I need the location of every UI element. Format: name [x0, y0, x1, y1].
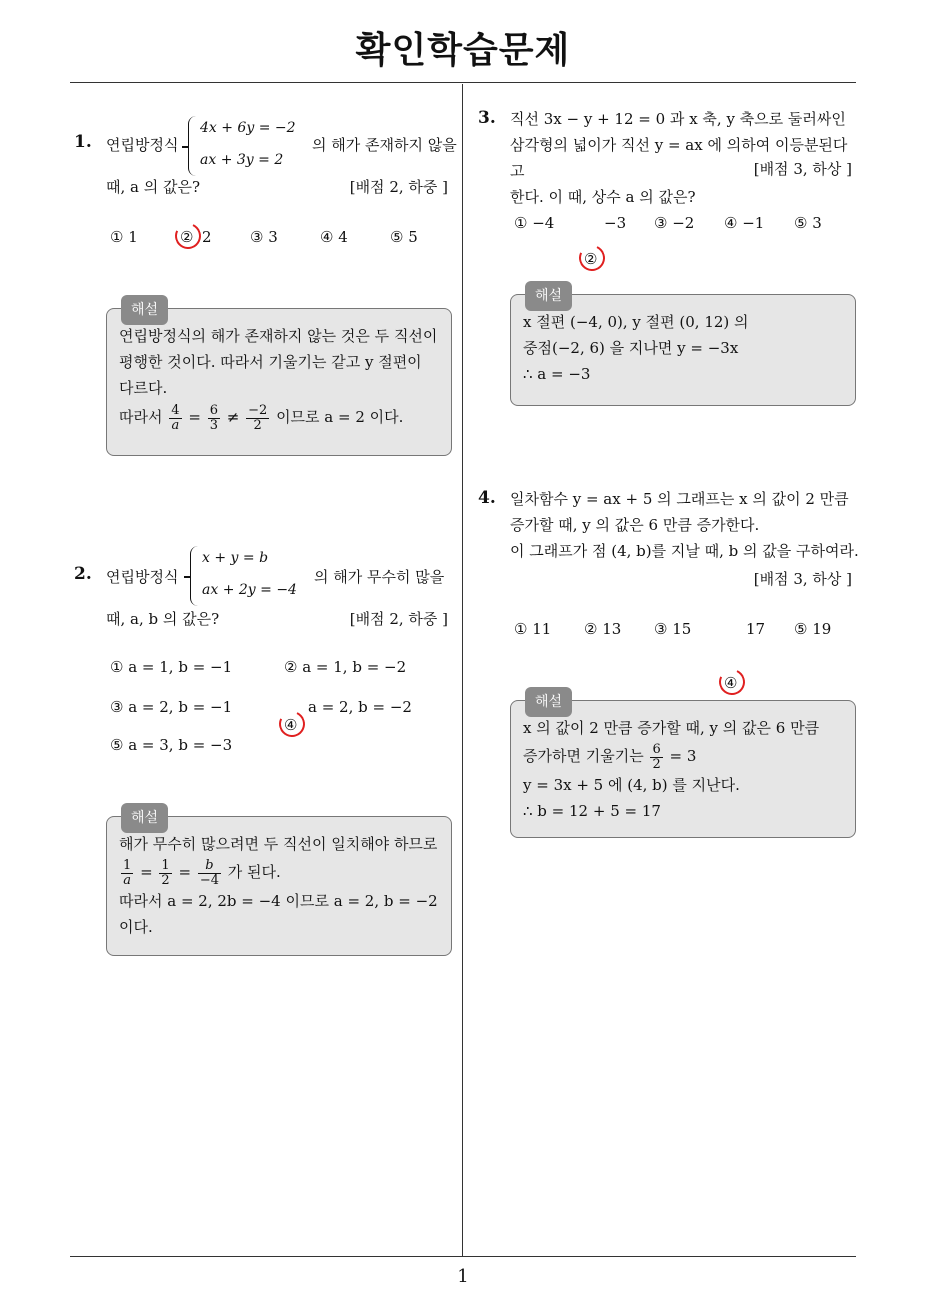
q2-choice-4-value: a = 2, b = −2: [308, 698, 412, 716]
q2-choice-2[interactable]: ② a = 1, b = −2: [284, 658, 407, 676]
q2-eq2: ax + 2y = −4: [202, 582, 297, 598]
q3-line2: 삼각형의 넓이가 직선 y = ax 에 의하여 이등분된다고: [510, 136, 848, 180]
q1-eq1: 4x + 6y = −2: [200, 120, 296, 136]
q4-choice-5[interactable]: ⑤ 19: [794, 620, 832, 638]
q1-number: 1.: [74, 132, 92, 152]
q4-explanation-box: [510, 694, 856, 838]
q4-exp-line4: ∴ b = 12 + 5 = 17: [523, 801, 661, 820]
q2-exp-frac2-num: 1: [161, 857, 170, 873]
q4-exp-frac-den: 2: [652, 756, 661, 772]
q2-choice-4-circled[interactable]: ④: [284, 716, 926, 734]
q2-exp-line4: 이다.: [119, 917, 153, 936]
q1-exp-frac3-den: 2: [253, 417, 262, 433]
q4-exp-frac: [650, 743, 662, 772]
q1-exp-frac2-den: 3: [209, 417, 218, 433]
q3-choice-5[interactable]: ⑤ 3: [794, 214, 822, 232]
q2-explanation-box: [106, 810, 452, 956]
q1-brace: [188, 116, 197, 176]
q2-exp-line2: [119, 857, 439, 888]
q4-line2: 증가할 때, y 의 값은 6 만큼 증가한다.: [510, 516, 760, 534]
q2-lead: 연립방정식: [106, 568, 179, 586]
q4-exp-line3: y = 3x + 5 에 (4, b) 를 지난다.: [523, 775, 740, 794]
q3-number: 3.: [478, 108, 496, 128]
q1-exp-eq: =: [188, 408, 201, 426]
q1-exp-line3: 다르다.: [119, 379, 168, 397]
q3-choice-3[interactable]: ③ −2: [654, 214, 695, 232]
q4-choice-2[interactable]: ② 13: [584, 620, 622, 638]
q2-choice-1[interactable]: ① a = 1, b = −1: [110, 658, 233, 676]
q4-exp-line1: x 의 값이 2 만큼 증가할 때, y 의 값은 6 만큼: [523, 719, 820, 737]
q2-exp-frac3-num: b: [198, 859, 221, 874]
q4-choice-3[interactable]: ③ 15: [654, 620, 692, 638]
q2-exp-frac3-den: −4: [199, 872, 220, 888]
q1-exp-frac1: [169, 404, 181, 433]
q3-score: [배점 3, 하상 ]: [753, 160, 852, 178]
q1-exp-neq: ≠: [226, 408, 240, 426]
page-title: 확인학습문제: [355, 30, 571, 71]
q1-after: 의 해가 존재하지 않을: [312, 136, 457, 154]
q1-exp-frac2: [208, 404, 220, 433]
q4-text: [510, 486, 860, 564]
q3-choice-2-circled[interactable]: ②: [584, 250, 926, 268]
q2-brace: [190, 546, 199, 606]
q2-line2: 때, a, b 의 값은?: [106, 610, 220, 628]
q2-explanation-tag: 해설: [121, 803, 168, 833]
q3-choice-1[interactable]: ① −4: [514, 214, 555, 232]
q2-eq1: x + y = b: [202, 550, 269, 566]
q4-score: [배점 3, 하상 ]: [753, 570, 852, 588]
q1-score: [배점 2, 하중 ]: [349, 178, 448, 196]
q4-number: 4.: [478, 488, 496, 508]
q1-choice-2-value: 2: [202, 228, 212, 246]
q2-exp-frac3: [198, 859, 221, 888]
q4-exp-frac-num: 6: [652, 741, 661, 757]
q2-exp-frac2: [159, 859, 171, 888]
page-number: 1: [457, 1266, 469, 1287]
q1-exp-frac1-den: a: [171, 417, 180, 433]
q3-choice-2-value: −3: [604, 214, 627, 232]
q3-exp-line2: 중점(−2, 6) 을 지나면 y = −3x: [523, 339, 739, 357]
q4-exp-line2: [523, 741, 843, 772]
q2-exp-frac1-num: 1: [123, 857, 132, 873]
q1-exp-frac3: [246, 404, 269, 433]
q1-lead: 연립방정식: [106, 136, 179, 154]
q1-exp-line1: 연립방정식의 해가 존재하지 않는 것은 두 직선이: [119, 327, 438, 345]
q2-exp-frac2-den: 2: [161, 872, 170, 888]
q1-equation-system: [188, 116, 298, 176]
q2-exp-eq2: =: [178, 863, 192, 881]
q2-exp-line3: 따라서 a = 2, 2b = −4 이므로 a = 2, b = −2: [119, 891, 438, 910]
q2-exp-frac1: [121, 859, 133, 888]
bottom-rule: [70, 1256, 856, 1257]
q3-explanation-tag: 해설: [525, 281, 572, 311]
q1-choice-5[interactable]: ⑤ 5: [390, 228, 418, 246]
q3-line3: 한다. 이 때, 상수 a 의 값은?: [510, 188, 696, 206]
q3-exp-line3: ∴ a = −3: [523, 365, 591, 383]
q1-explanation-box: [106, 302, 452, 456]
q1-choice-4[interactable]: ④ 4: [320, 228, 348, 246]
q1-choice-2-circled[interactable]: ②: [180, 228, 926, 246]
q1-choice-1[interactable]: ① 1: [110, 228, 138, 246]
q4-line1: 일차함수 y = ax + 5 의 그래프는 x 의 값이 2 만큼: [510, 490, 849, 508]
top-rule: [70, 82, 856, 83]
q4-explanation-tag: 해설: [525, 687, 572, 717]
q2-exp-eq1: =: [140, 863, 153, 881]
q4-line3: 이 그래프가 점 (4, b)를 지날 때, b 의 값을 구하여라.: [510, 542, 859, 560]
q4-choice-1[interactable]: ① 11: [514, 620, 552, 638]
q4-exp-line2-post: = 3: [669, 747, 697, 765]
q4-choice-4-circled[interactable]: ④: [724, 674, 926, 692]
q4-exp-line2-pre: 증가하면 기울기는: [523, 747, 644, 765]
q2-after: 의 해가 무수히 많을: [314, 568, 445, 586]
q1-exp-frac1-num: 4: [171, 402, 180, 418]
q1-eq2: ax + 3y = 2: [200, 152, 284, 168]
q2-exp-line1: 해가 무수히 많으려면 두 직선이 일치해야 하므로: [119, 835, 438, 853]
q1-exp-frac2-num: 6: [209, 402, 218, 418]
q2-number: 2.: [74, 564, 92, 584]
q1-exp-line4: [119, 401, 439, 433]
q3-choice-4[interactable]: ④ −1: [724, 214, 765, 232]
q1-line2: 때, a 의 값은?: [106, 178, 201, 196]
q1-exp-line4-post: 이므로 a = 2 이다.: [276, 408, 404, 426]
q2-equation-system: [190, 546, 310, 606]
q3-explanation-box: [510, 288, 856, 406]
q2-exp-line2-post: 가 된다.: [227, 863, 281, 881]
q1-exp-frac3-num: −2: [248, 402, 268, 418]
q4-choice-4-value: 17: [746, 620, 766, 638]
q2-choice-3[interactable]: ③ a = 2, b = −1: [110, 698, 233, 716]
q2-score: [배점 2, 하중 ]: [349, 610, 448, 628]
q1-exp-line2: 평행한 것이다. 따라서 기울기는 같고 y 절편이: [119, 353, 422, 371]
q1-exp-line4-pre: 따라서: [119, 408, 163, 426]
q2-choice-5[interactable]: ⑤ a = 3, b = −3: [110, 736, 233, 754]
q1-choice-3[interactable]: ③ 3: [250, 228, 278, 246]
q3-line1: 직선 3x − y + 12 = 0 과 x 축, y 축으로 둘러싸인: [510, 110, 846, 128]
q3-exp-line1: x 절편 (−4, 0), y 절편 (0, 12) 의: [523, 313, 749, 331]
q2-exp-frac1-den: a: [123, 872, 132, 888]
q1-explanation-tag: 해설: [121, 295, 168, 325]
column-divider: [462, 84, 463, 1256]
